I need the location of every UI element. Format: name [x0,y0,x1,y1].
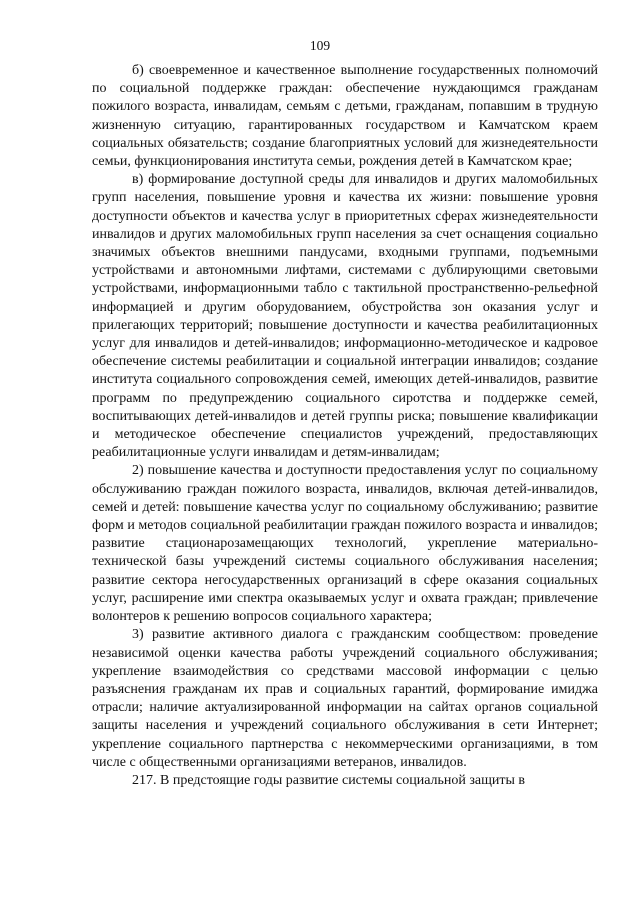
paragraph-b-social-support: б) своевременное и качественное выполнение государственных полномочий по социальной поддержке граждан: обеспечение нуждающимся гражданам пожилого возраста, инвалидам, семьям с детьми, гражданам, попавшим в трудную жизненную ситуацию, гарантированных государством и Камчатском краем социальных обязательств; создание благоприятных условий для жизнедеятельности семьи, функционирования института семьи, рождения детей в Камчатском крае; [92,63,598,170]
document-body [92,62,598,790]
paragraph-217-outlook: 217. В предстоящие годы развитие системы социальной защиты в [132,772,526,788]
paragraph-3-civil-dialogue: 3) развитие активного диалога с гражданским сообществом: проведение независимой оценки качества работы учреждений социального обслуживания; укрепление взаимодействия со средствами массовой информации с целью разъяснения гражданам их прав и социальных гарантий, формирование имиджа отрасли; наличие актуализированной информации на сайтах органов социальной защиты населения и учреждений социального обслуживания в сети Интернет; укрепление социального партнерства с некоммерческими организациями, в том числе с общественными организациями ветеранов, инвалидов. [92,627,598,770]
paragraph-v-accessible-environment: в) формирование доступной среды для инвалидов и других маломобильных групп населения, повышение уровня и качества их жизни: повышение уровня доступности объектов и качества услуг в приоритетных сферах жизнедеятельности инвалидов и других маломобильных групп населения за счет оснащения социально значимых объектов внешними пандусами, входными группами, подъемными устройствами и автономными лифтами, системами с дублирующими световыми устройствами, информационными табло с тактильной пространственно-рельефной информацией и другим оборудованием, обустройства зон оказания услуг и прилегающих территорий; повышение доступности и качества реабилитационных услуг для инвалидов и детей-инвалидов; информационно-методическое и кадровое обеспечение системы реабилитации и социальной интеграции инвалидов; создание института социального сопровождения семей, имеющих детей-инвалидов, развитие программ по предупреждению социального сиротства и поддержке семей, воспитывающих детей-инвалидов и детей группы риска; повышение квалификации и методическое обеспечение специалистов учреждений, предоставляющих реабилитационные услуги инвалидам и детям-инвалидам; [92,172,598,461]
paragraph-2-service-quality: 2) повышение качества и доступности предоставления услуг по социальному обслуживанию граждан пожилого возраста, инвалидов, включая детей-инвалидов, семей и детей: повышение качества услуг по социальному обслуживанию; развитие форм и методов социальной реабилитации граждан пожилого возраста и инвалидов; развитие стационарозамещающих технологий, укрепление материально-технической базы учреждений системы социального обслуживания населения; развитие сектора негосударственных организаций в сфере оказания социальных услуг, расширение ими спектра оказываемых услуг и охвата граждан; привлечение волонтеров к решению вопросов социального характера; [92,463,598,625]
page-number: 109 [309,38,331,53]
